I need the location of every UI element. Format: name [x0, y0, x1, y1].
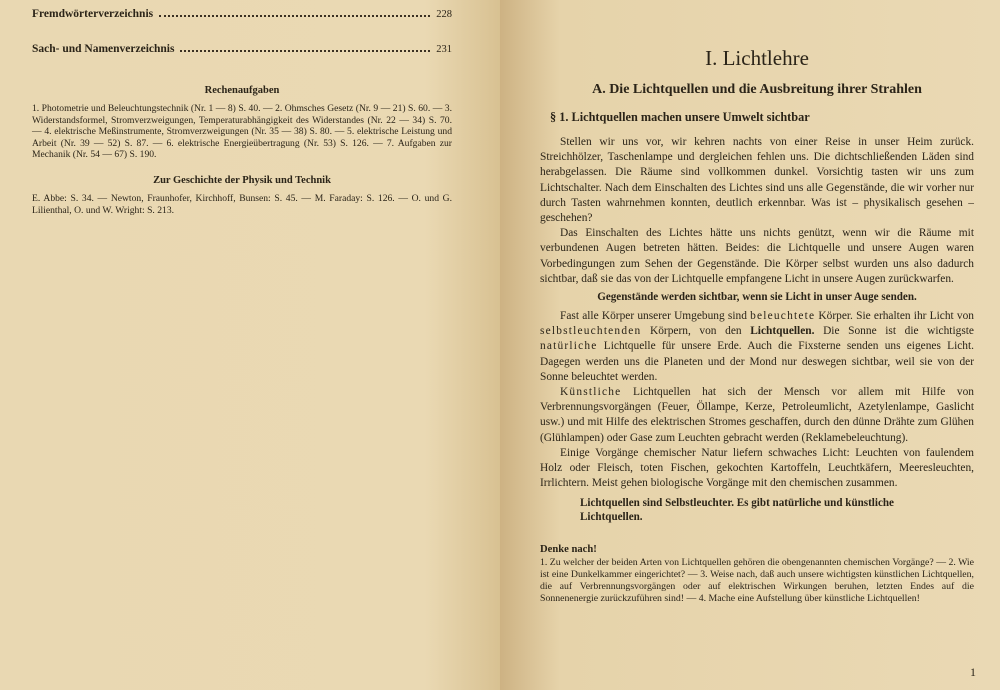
section-title: A. Die Lichtquellen und die Ausbreitung ihrer Strahlen	[592, 82, 922, 97]
toc-page: 231	[436, 44, 452, 55]
toc-row-sachverzeichnis	[32, 43, 452, 55]
toc-leader-dots	[180, 50, 430, 52]
rule-statement-2: Lichtquellen sind Selbstleuchter. Es gibt natürliche und künstliche Lichtquellen.	[580, 497, 894, 524]
chapter-title: I. Lichtlehre	[705, 46, 809, 70]
text-run: Körpern, von den	[641, 325, 751, 338]
body-paragraph-2: Das Einschalten des Lichtes hätte uns nichts genützt, wenn wir die Räume mit verbundenen Augen betreten hätten. Beides: die Lichtquelle und unsere Augen waren Vorbedingungen zum Sehen der Gegenstände. Die Körper selbst wurden uns also dadurch sichtbar, daß sie das von der Lichtquelle empfangene Licht in unsere Augen zurückwarfen.	[540, 227, 974, 285]
text-run: Die Sonne ist die wichtigste	[814, 325, 974, 338]
body-paragraph-3	[540, 309, 974, 385]
text-run: Fast alle Körper unserer Umgebung sind	[560, 310, 751, 323]
rule-statement-1: Gegenstände werden sichtbar, wenn sie Licht in unser Auge senden.	[597, 291, 917, 304]
emphasis-natuerliche: natürliche	[540, 340, 598, 353]
right-page	[500, 0, 1000, 690]
toc-label: Fremdwörterverzeichnis	[32, 8, 154, 20]
toc-leader-dots	[159, 15, 430, 17]
emphasis-lichtquellen: Lichtquellen.	[750, 325, 815, 338]
text-run: Körper. Sie erhalten ihr Licht von	[815, 310, 975, 323]
geschichte-text: E. Abbe: S. 34. — Newton, Fraunhofer, Kirchhoff, Bunsen: S. 45. — M. Faraday: S. 126. — O. und G. Lilienthal, O. und W. Wright: S. 213.	[32, 192, 452, 216]
text-run: Lichtquellen hat sich der Mensch vor allem mit Hilfe von Verbrennungsvorgängen (Feuer, Öllampe, Kerze, Petroleumlicht, Azetylenlampe, Gaslicht usw.) und mit Hilfe des elektrischen Stromes geschaffen, durch den dünne Drähte zum Glühen (Glühlampen) oder Gase zum Leuchten gebracht werden (Reklamebeleuchtung).	[540, 386, 974, 444]
page-number: 1	[970, 665, 976, 679]
emphasis-selbstleuchtenden: selbstleuchtenden	[540, 325, 642, 338]
toc-label: Sach- und Namenverzeichnis	[32, 43, 175, 55]
emphasis-kuenstliche: Künstliche	[560, 386, 622, 399]
body-paragraph-5: Einige Vorgänge chemischer Natur liefern schwaches Licht: Leuchten von faulendem Holz oder Fleisch, toten Fischen, gekochten Kartoffeln, Leuchtkäfern, Meeresleuchten, Irrlichtern. Meist gehen biologische Vorgänge mit den chemischen zusammen.	[540, 446, 974, 490]
denke-nach-text: 1. Zu welcher der beiden Arten von Lichtquellen gehören die obengenannten chemischen Vorgänge? — 2. Wie ist eine Dunkelkammer eingerichtet? — 3. Weise nach, daß auch unsere wichtigsten künstlichen Lichtquellen, die auf Verbrennungsvorgängen oder auf elektrischen Wirkungen beruhen, letzten Endes auf die Sonnenenergie zurückzuführen sind! — 4. Mache eine Aufstellung über künstliche Lichtquellen!	[540, 557, 974, 605]
geschichte-heading: Zur Geschichte der Physik und Technik	[153, 174, 331, 186]
text-run: Lichtquelle für unsere Erde. Auch die Fixsterne senden uns eigenes Licht. Dagegen werden uns die Planeten und der Mond nur deswegen sichtbar, weil sie von der Sonne beleuchtet werden.	[540, 340, 974, 383]
rechenaufgaben-heading: Rechenaufgaben	[204, 85, 280, 96]
paragraph-title: § 1. Lichtquellen machen unsere Umwelt sichtbar	[550, 110, 810, 124]
toc-row-fremdwoerter	[32, 8, 452, 20]
body-paragraph-4	[540, 385, 974, 446]
denke-nach-heading: Denke nach!	[540, 544, 597, 556]
body-paragraph-1: Stellen wir uns vor, wir kehren nachts von einer Reise in unser Heim zurück. Streichhölzer, Taschenlampe und dergleichen fehlen uns. Die dichtschließenden Läden sind herabgelassen. Die Räume sind vollkommen dunkel. Vorsichtig tasten wir uns zum Lichtschalter. Nach dem Einschalten des Lichtes sind uns alle Gegenstände, die wir vorher nur durch Tasten wahrnehmen konnten, deutlich erkennbar. Was ist – physikalisch gesehen – geschehen?	[540, 136, 974, 225]
toc-page: 228	[436, 9, 452, 20]
emphasis-beleuchtete: beleuchtete	[750, 310, 816, 323]
rechenaufgaben-text: 1. Photometrie und Beleuchtungstechnik (Nr. 1 — 8) S. 40. — 2. Ohmsches Gesetz (Nr. 9 — 21) S. 60. — 3. Widerstandsformel, Stromverzweigungen, Temperaturabhängigkeit des Widerstandes (Nr. 22 — 34) S. 70. — 4. elektrische Meßinstrumente, Stromverzweigungen (Nr. 35 — 38) S. 80. — 5. elektrische Leistung und Arbeit (Nr. 39 — 52) S. 87. — 6. elektrische Energieübertragung (Nr. 53) S. 126. — 7. Aufgaben zur Mechanik (Nr. 54 — 67) S. 190.	[32, 103, 452, 161]
